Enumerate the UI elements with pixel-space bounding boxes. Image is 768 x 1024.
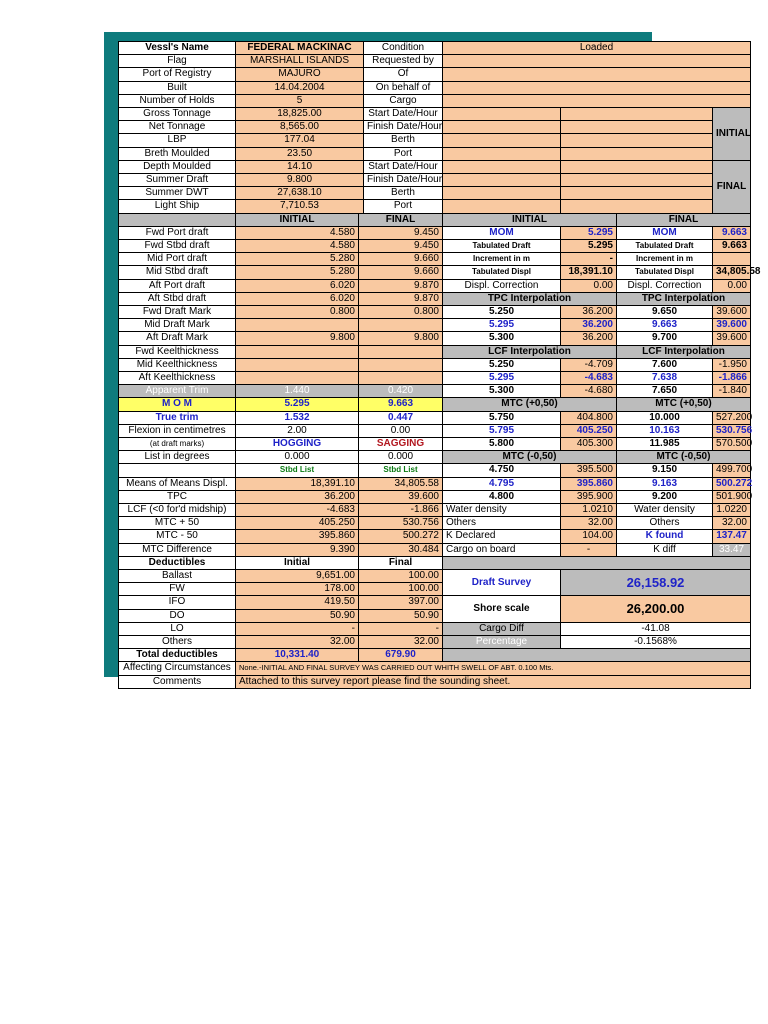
vessel-value: 7,710.53 (235, 199, 364, 213)
density-final-value: 137.47 (712, 529, 751, 543)
interp-initial-draft: 5.300 (442, 384, 561, 398)
draft-initial: 9.800 (235, 331, 359, 345)
deductible-initial: - (235, 622, 359, 636)
means-initial: 395.860 (235, 529, 359, 543)
info-label: Berth (363, 133, 443, 147)
interp-initial-value: 404.800 (560, 411, 617, 425)
true_trim-final: 0.447 (358, 411, 443, 425)
means-label: TPC (118, 490, 236, 504)
vessel-value: 177.04 (235, 133, 364, 147)
info-label: Condition (363, 41, 443, 55)
percentage-label: Percentage (442, 635, 561, 649)
interp-final-value: -1.950 (712, 358, 751, 372)
interp-initial-draft: 5.250 (442, 305, 561, 319)
density-initial-value: - (560, 543, 617, 557)
means-final: 500.272 (358, 529, 443, 543)
interp-title: MTC (+0,50) (616, 397, 751, 411)
cargo-diff-label: Cargo Diff (442, 622, 561, 636)
info-value (442, 54, 751, 68)
density-final-label: K diff (616, 543, 713, 557)
info-label: Start Date/Hour (363, 160, 443, 174)
info-value (560, 186, 713, 200)
vessel-value: 5 (235, 94, 364, 108)
info-label: Finish Date/Hour (363, 173, 443, 187)
info-value (442, 199, 561, 213)
interp-final-draft: 10.000 (616, 411, 713, 425)
info-value (560, 173, 713, 187)
list_degrees-initial: 0.000 (235, 450, 359, 464)
comments-value: Attached to this survey report please find the sounding sheet. (235, 675, 751, 689)
initial-label: INITIAL (712, 107, 751, 161)
deductibles-initial-header: Initial (235, 556, 359, 570)
means-label: MTC + 50 (118, 516, 236, 530)
draft-label: Aft Stbd draft (118, 292, 236, 306)
mom-final: 9.663 (358, 397, 443, 411)
means-initial: 405.250 (235, 516, 359, 530)
interp-final-draft: 9.150 (616, 463, 713, 477)
interp-initial-value: 395.900 (560, 490, 617, 504)
list_degrees-label: List in degrees (118, 450, 236, 464)
info-label: Berth (363, 186, 443, 200)
density-final-value: 33.47 (712, 543, 751, 557)
info-value (442, 67, 751, 81)
hydro-final-label: Increment in m (616, 252, 713, 266)
interp-final-value: 39.600 (712, 318, 751, 332)
deductible-label: FW (118, 582, 236, 596)
hydro-final-label: Tabulated Draft (616, 239, 713, 253)
vessel-value: 23.50 (235, 147, 364, 161)
hydro-initial-label: Increment in m (442, 252, 561, 266)
cargo-diff-value: -41.08 (560, 622, 751, 636)
draft-final: 9.450 (358, 239, 443, 253)
draft-initial: 0.800 (235, 305, 359, 319)
deductible-initial: 178.00 (235, 582, 359, 596)
flexion-final: 0.00 (358, 424, 443, 438)
interp-initial-value: 405.250 (560, 424, 617, 438)
interp-final-value: 570.500 (712, 437, 751, 451)
means-final: 34,805.58 (358, 477, 443, 491)
vessel-value: MAJURO (235, 67, 364, 81)
affecting-value: None.-INITIAL AND FINAL SURVEY WAS CARRIED OUT WHITH SWELL OF ABT. 0.100 Mts. (235, 661, 751, 675)
density-initial-value: 104.00 (560, 529, 617, 543)
draft-label: Mid Keelthickness (118, 358, 236, 372)
interp-final-draft: 11.985 (616, 437, 713, 451)
deductible-label: Others (118, 635, 236, 649)
interp-initial-draft: 5.250 (442, 358, 561, 372)
draft-label: Aft Port draft (118, 279, 236, 293)
draft-initial (235, 358, 359, 372)
interp-initial-draft: 5.750 (442, 411, 561, 425)
vessel-label: Number of Holds (118, 94, 236, 108)
vessel-label: Gross Tonnage (118, 107, 236, 121)
hydro-initial-label: Tabulated Draft (442, 239, 561, 253)
hydro-initial-label: MOM (442, 226, 561, 240)
condition-value: Loaded (442, 41, 751, 55)
draft-final (358, 318, 443, 332)
draft-initial: 5.280 (235, 252, 359, 266)
deductible-final: 100.00 (358, 569, 443, 583)
means-final: 30.484 (358, 543, 443, 557)
interp-initial-value: -4.709 (560, 358, 617, 372)
deductible-label: Ballast (118, 569, 236, 583)
vessel-label: Flag (118, 54, 236, 68)
draft-survey-value: 26,158.92 (560, 569, 751, 596)
means-label: Means of Means Displ. (118, 477, 236, 491)
info-value (442, 133, 561, 147)
info-value (560, 133, 713, 147)
hydro-initial-label: Displ. Correction (442, 279, 561, 293)
list-side-final: Stbd List (358, 463, 443, 477)
hydro-final-value: 34,805.58 (712, 265, 751, 279)
interp-final-value: 39.600 (712, 305, 751, 319)
vessel-value: 14.10 (235, 160, 364, 174)
draft-label: Fwd Port draft (118, 226, 236, 240)
vessel-value: 18,825.00 (235, 107, 364, 121)
info-value (560, 147, 713, 161)
hydro-final-label: Displ. Correction (616, 279, 713, 293)
vessel-label: Port of Registry (118, 67, 236, 81)
vessel-value: 8,565.00 (235, 120, 364, 134)
density-final-label: Water density (616, 503, 713, 517)
vessel-value: 14.04.2004 (235, 81, 364, 95)
means-label: MTC - 50 (118, 529, 236, 543)
interp-final-draft: 9.700 (616, 331, 713, 345)
deductible-final: 100.00 (358, 582, 443, 596)
deductible-initial: 419.50 (235, 595, 359, 609)
total-initial: 10,331.40 (235, 648, 359, 662)
means-label: MTC Difference (118, 543, 236, 557)
vessel-value: 27,638.10 (235, 186, 364, 200)
col-initial: INITIAL (235, 213, 359, 227)
hydro-final-value: 0.00 (712, 279, 751, 293)
density-final-label: Others (616, 516, 713, 530)
draft-label: Mid Stbd draft (118, 265, 236, 279)
interp-final-value: 501.900 (712, 490, 751, 504)
density-final-value: 1.0220 (712, 503, 751, 517)
hydro-final-value (712, 252, 751, 266)
info-value (560, 199, 713, 213)
info-label: Start Date/Hour (363, 107, 443, 121)
flexion-label: Flexion in centimetres (118, 424, 236, 438)
draft-initial: 6.020 (235, 292, 359, 306)
info-label: Port (363, 147, 443, 161)
info-value (560, 120, 713, 134)
interp-initial-value: 36.200 (560, 331, 617, 345)
mom-label: M O M (118, 397, 236, 411)
draft-label: Mid Port draft (118, 252, 236, 266)
hydro-final-value: 9.663 (712, 239, 751, 253)
interp-initial-draft: 5.295 (442, 318, 561, 332)
hydro-initial-value: 5.295 (560, 239, 617, 253)
interp-title: MTC (+0,50) (442, 397, 617, 411)
draft-final: 9.450 (358, 226, 443, 240)
interp-final-value: 500.272 (712, 477, 751, 491)
interp-initial-draft: 4.800 (442, 490, 561, 504)
draft-final: 9.870 (358, 292, 443, 306)
apparent_trim-final: 0.420 (358, 384, 443, 398)
apparent_trim-initial: 1.440 (235, 384, 359, 398)
deductibles-final-header: Final (358, 556, 443, 570)
interp-initial-value: 36.200 (560, 305, 617, 319)
draft-initial: 6.020 (235, 279, 359, 293)
interp-title: TPC Interpolation (616, 292, 751, 306)
draft-final (358, 358, 443, 372)
interp-final-value: 527.200 (712, 411, 751, 425)
draft-final: 9.660 (358, 265, 443, 279)
interp-final-draft: 7.638 (616, 371, 713, 385)
draft-initial (235, 345, 359, 359)
deductible-initial: 32.00 (235, 635, 359, 649)
info-value (442, 147, 561, 161)
info-label: Requested by (363, 54, 443, 68)
density-initial-value: 1.0210 (560, 503, 617, 517)
vessel-label: Vessl's Name (118, 41, 236, 55)
hydro-initial-value: 18,391.10 (560, 265, 617, 279)
interp-title: LCF Interpolation (616, 345, 751, 359)
deductible-initial: 50.90 (235, 609, 359, 623)
vessel-label: Light Ship (118, 199, 236, 213)
info-label: Port (363, 199, 443, 213)
interp-final-value: 39.600 (712, 331, 751, 345)
interp-final-value: 530.756 (712, 424, 751, 438)
vessel-label: Breth Moulded (118, 147, 236, 161)
draft-initial (235, 318, 359, 332)
deductible-label: LO (118, 622, 236, 636)
info-value (442, 160, 561, 174)
info-label: Finish Date/Hour (363, 120, 443, 134)
means-initial: 36.200 (235, 490, 359, 504)
affecting-label: Affecting Circumstances (118, 661, 236, 675)
interp-final-draft: 7.600 (616, 358, 713, 372)
draft-initial: 4.580 (235, 239, 359, 253)
draft-initial: 4.580 (235, 226, 359, 240)
interp-initial-value: -4.680 (560, 384, 617, 398)
total-label: Total deductibles (118, 648, 236, 662)
means-final: -1.866 (358, 503, 443, 517)
draft-label: Fwd Draft Mark (118, 305, 236, 319)
header-blank (118, 213, 236, 227)
interp-final-draft: 9.650 (616, 305, 713, 319)
at_draft_marks-final: SAGGING (358, 437, 443, 451)
draft-initial: 5.280 (235, 265, 359, 279)
results-spacer (442, 556, 751, 570)
interp-final-draft: 9.163 (616, 477, 713, 491)
means-label: LCF (<0 for'd midship) (118, 503, 236, 517)
draft-label: Fwd Keelthickness (118, 345, 236, 359)
deductible-final: 32.00 (358, 635, 443, 649)
mom-initial: 5.295 (235, 397, 359, 411)
info-value (560, 160, 713, 174)
interp-initial-draft: 4.795 (442, 477, 561, 491)
info-value (442, 107, 561, 121)
interp-initial-draft: 5.800 (442, 437, 561, 451)
list_degrees-final: 0.000 (358, 450, 443, 464)
hydro-initial-value: 0.00 (560, 279, 617, 293)
deductible-initial: 9,651.00 (235, 569, 359, 583)
interp-initial-draft: 5.795 (442, 424, 561, 438)
interp-final-draft: 9.663 (616, 318, 713, 332)
interp-initial-value: 405.300 (560, 437, 617, 451)
shore-scale-label: Shore scale (442, 595, 561, 622)
vessel-label: Depth Moulded (118, 160, 236, 174)
info-value (442, 186, 561, 200)
info-label: Cargo (363, 94, 443, 108)
draft-final (358, 371, 443, 385)
draft-survey-label: Draft Survey (442, 569, 561, 596)
info-value (442, 120, 561, 134)
hydro-initial-label: Tabulated Displ (442, 265, 561, 279)
info-value (442, 94, 751, 108)
deductible-final: 397.00 (358, 595, 443, 609)
draft-label: Fwd Stbd draft (118, 239, 236, 253)
means-initial: -4.683 (235, 503, 359, 517)
density-initial-label: Others (442, 516, 561, 530)
info-value (442, 81, 751, 95)
deductible-final: - (358, 622, 443, 636)
density-initial-label: K Declared (442, 529, 561, 543)
true_trim-label: True trim (118, 411, 236, 425)
interp-final-draft: 7.650 (616, 384, 713, 398)
interp-final-value: 499.700 (712, 463, 751, 477)
vessel-label: Built (118, 81, 236, 95)
interp-initial-draft: 4.750 (442, 463, 561, 477)
total-final: 679.90 (358, 648, 443, 662)
draft-final: 0.800 (358, 305, 443, 319)
info-label: On behalf of (363, 81, 443, 95)
vessel-value: 9.800 (235, 173, 364, 187)
draft-initial (235, 371, 359, 385)
hydro-final-label: Tabulated Displ (616, 265, 713, 279)
list-side-blank (118, 463, 236, 477)
vessel-label: LBP (118, 133, 236, 147)
at_draft_marks-label: (at draft marks) (118, 437, 236, 451)
interp-initial-draft: 5.300 (442, 331, 561, 345)
hydro-final-header: FINAL (616, 213, 751, 227)
info-label: Of (363, 67, 443, 81)
draft-final (358, 345, 443, 359)
draft-label: Mid Draft Mark (118, 318, 236, 332)
interp-initial-value: -4.683 (560, 371, 617, 385)
interp-final-value: -1.840 (712, 384, 751, 398)
means-initial: 18,391.10 (235, 477, 359, 491)
deductible-label: IFO (118, 595, 236, 609)
percentage-value: -0.1568% (560, 635, 751, 649)
deductible-label: DO (118, 609, 236, 623)
vessel-label: Net Tonnage (118, 120, 236, 134)
shore-scale-value: 26,200.00 (560, 595, 751, 622)
draft-label: Aft Keelthickness (118, 371, 236, 385)
interp-final-draft: 9.200 (616, 490, 713, 504)
col-final: FINAL (358, 213, 443, 227)
true_trim-initial: 1.532 (235, 411, 359, 425)
interp-title: MTC (-0,50) (442, 450, 617, 464)
draft-label: Aft Draft Mark (118, 331, 236, 345)
at_draft_marks-initial: HOGGING (235, 437, 359, 451)
density-initial-label: Water density (442, 503, 561, 517)
hydro-initial-header: INITIAL (442, 213, 617, 227)
deductibles-header: Deductibles (118, 556, 236, 570)
vessel-value: FEDERAL MACKINAC (235, 41, 364, 55)
means-final: 39.600 (358, 490, 443, 504)
apparent_trim-label: Apparent Trim (118, 384, 236, 398)
list-side-initial: Stbd List (235, 463, 359, 477)
vessel-value: MARSHALL ISLANDS (235, 54, 364, 68)
hydro-initial-value: - (560, 252, 617, 266)
interp-initial-value: 395.860 (560, 477, 617, 491)
results-footer (442, 648, 751, 662)
final-label: FINAL (712, 160, 751, 214)
draft-final: 9.800 (358, 331, 443, 345)
draft-final: 9.660 (358, 252, 443, 266)
vessel-label: Summer Draft (118, 173, 236, 187)
info-value (442, 173, 561, 187)
density-final-label: K found (616, 529, 713, 543)
interp-initial-value: 36.200 (560, 318, 617, 332)
draft-final: 9.870 (358, 279, 443, 293)
info-value (560, 107, 713, 121)
means-initial: 9.390 (235, 543, 359, 557)
deductible-final: 50.90 (358, 609, 443, 623)
density-final-value: 32.00 (712, 516, 751, 530)
flexion-initial: 2.00 (235, 424, 359, 438)
hydro-final-label: MOM (616, 226, 713, 240)
interp-title: MTC (-0,50) (616, 450, 751, 464)
means-final: 530.756 (358, 516, 443, 530)
interp-initial-draft: 5.295 (442, 371, 561, 385)
survey-sheet (104, 32, 761, 687)
comments-label: Comments (118, 675, 236, 689)
interp-title: TPC Interpolation (442, 292, 617, 306)
density-initial-value: 32.00 (560, 516, 617, 530)
hydro-initial-value: 5.295 (560, 226, 617, 240)
hydro-final-value: 9.663 (712, 226, 751, 240)
interp-final-value: -1.866 (712, 371, 751, 385)
vessel-label: Summer DWT (118, 186, 236, 200)
interp-initial-value: 395.500 (560, 463, 617, 477)
interp-title: LCF Interpolation (442, 345, 617, 359)
density-initial-label: Cargo on board (442, 543, 561, 557)
interp-final-draft: 10.163 (616, 424, 713, 438)
